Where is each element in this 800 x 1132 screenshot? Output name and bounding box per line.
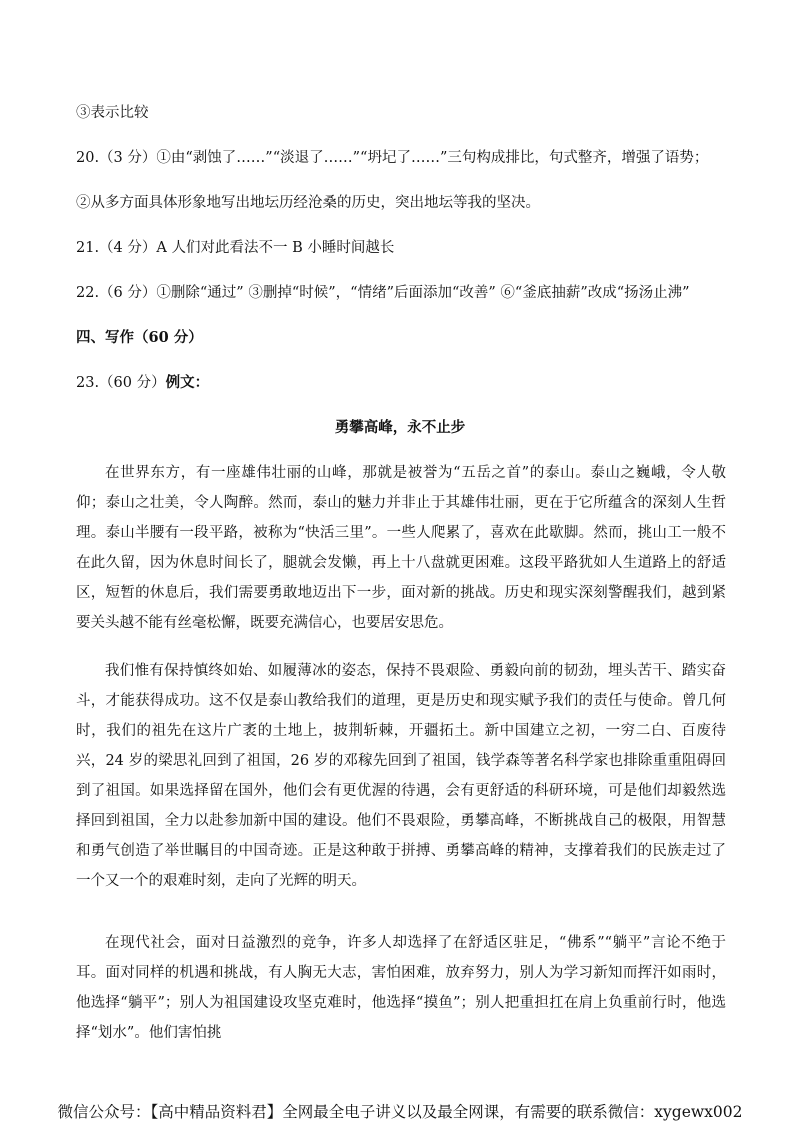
answer-line-22: 22.（6 分）①删除“通过” ③删掉“时候”，“情绪”后面添加“改善” ⑥“釜底抽薪”改成“扬汤止沸” — [76, 285, 690, 301]
essay-paragraph-2: 我们惟有保持慎终如始、如履薄冰的姿态，保持不畏艰险、勇毅向前的韧劲，埋头苦干、踏实奋斗，才能获得成功。这不仅是泰山教给我们的道理，更是历史和现实赋予我们的责任与使命。曾几何时，我们的祖先在这片广袤的土地上，披荆斩棘，开疆拓土。新中国建立之初，一穷二白、百废待兴，24 岁的梁思礼回到了祖国，26 岁的邓稼先回到了祖国，钱学森等著名科学家也排除重重阻碍回到了祖国。如果选择留在国外，他们会有更优渥的待遇，会有更舒适的科研环境，可是他们却毅然选择回到祖国，全力以赴参加新中国的建设。他们不畏艰险，勇攀高峰，不断挑战自己的极限，用智慧和勇气创造了举世瞩目的中国奇迹。正是这种敢于拼搏、勇攀高峰的精神，支撑着我们的民族走过了一个又一个的艰难时刻，走向了光辉的明天。 — [76, 663, 726, 889]
answer-line-19-3: ③表示比较 — [76, 105, 149, 121]
answer-line-20-2: ②从多方面具体形象地写出地坛历经沧桑的历史，突出地坛等我的坚决。 — [76, 195, 540, 211]
essay-title: 勇攀高峰，永不止步 — [334, 419, 466, 436]
footer-watermark-text: 微信公众号：【高中精品资料君】全网最全电子讲义以及最全网课，有需要的联系微信：xygewx002 — [57, 1103, 743, 1121]
answer-line-20-1: 20.（3 分）①由“剥蚀了……”“淡退了……”“坍圮了……”三句构成排比，句式整齐，增强了语势； — [76, 150, 709, 166]
answer-line-21: 21.（4 分）A 人们对此看法不一 B 小睡时间越长 — [76, 240, 395, 256]
essay-paragraph-1: 在世界东方，有一座雄伟壮丽的山峰，那就是被誉为“五岳之首”的泰山。泰山之巍峨，令人敬仰；泰山之壮美，令人陶醉。然而，泰山的魅力并非止于其雄伟壮丽，更在于它所蕴含的深刻人生哲理。泰山半腰有一段平路，被称为“快活三里”。一些人爬累了，喜欢在此歇脚。然而，挑山工一般不在此久留，因为休息时间长了，腿就会发懒，再上十八盘就更困难。这段平路犹如人生道路上的舒适区，短暂的休息后，我们需要勇敢地迈出下一步，面对新的挑战。历史和现实深刻警醒我们，越到紧要关头越不能有丝毫松懈，既要充满信心，也要居安思危。 — [76, 465, 726, 631]
question-23-line — [76, 373, 209, 393]
sample-essay-label: 例文： — [165, 374, 210, 391]
section-heading-writing: 四、写作（60 分） — [76, 329, 203, 346]
essay-paragraph-3: 在现代社会，面对日益激烈的竞争，许多人却选择了在舒适区驻足，“佛系”“躺平”言论不绝于耳。面对同样的机遇和挑战，有人胸无大志，害怕困难，放弃努力，别人为学习新知而挥汗如雨时，他选择“躺平”；别人为祖国建设攻坚克难时，他选择“摸鱼”；别人把重担扛在肩上负重前行时，他选择“划水”。他们害怕挑 — [76, 935, 726, 1041]
question-23-prefix: 23.（60 分） — [76, 375, 166, 391]
